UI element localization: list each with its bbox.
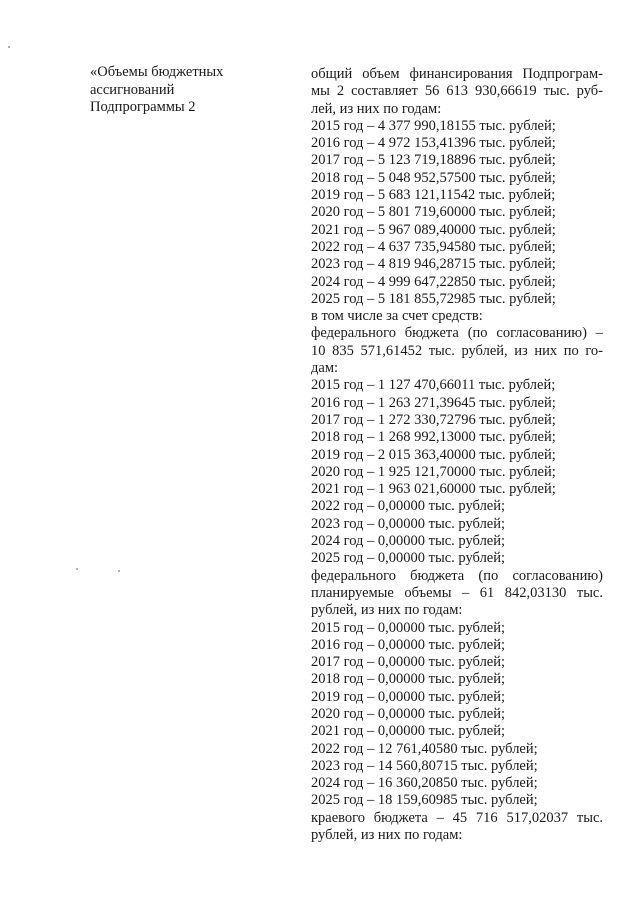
scan-speck (118, 570, 120, 572)
text-line: рублей, из них по годам: (311, 602, 463, 619)
text-line: 2020 год – 1 925 121,70000 тыс. рублей; (311, 463, 556, 480)
text-line: 2016 год – 4 972 153,41396 тыс. рублей; (311, 135, 556, 152)
text-line: краевого бюджета – 45 716 517,02037 тыс. (311, 809, 603, 826)
text-line: рублей, из них по годам: (311, 827, 463, 844)
section-label-line-1: «Объемы бюджетных (90, 64, 224, 80)
text-line: 2016 год – 0,00000 тыс. рублей; (311, 636, 506, 653)
text-line: 2015 год – 0,00000 тыс. рублей; (311, 619, 506, 636)
text-line: 2022 год – 12 761,40580 тыс. рублей; (311, 740, 538, 757)
text-line: 2019 год – 0,00000 тыс. рублей; (311, 688, 506, 705)
text-line: в том числе за счет средств: (311, 308, 483, 325)
section-label (90, 64, 260, 117)
text-line: 2017 год – 0,00000 тыс. рублей; (311, 654, 506, 671)
text-line: 2022 год – 0,00000 тыс. рублей; (311, 498, 506, 515)
text-line: 2024 год – 0,00000 тыс. рублей; (311, 533, 506, 550)
text-line: 2015 год – 4 377 990,18155 тыс. рублей; (311, 117, 556, 134)
text-line: 2023 год – 14 560,80715 тыс. рублей; (311, 757, 538, 774)
text-line: 2020 год – 5 801 719,60000 тыс. рублей; (311, 204, 556, 221)
text-line: 2023 год – 0,00000 тыс. рублей; (311, 515, 506, 532)
scan-speck (8, 46, 10, 48)
text-line: 2019 год – 5 683 121,11542 тыс. рублей; (311, 187, 556, 204)
text-line: 2025 год – 18 159,60985 тыс. рублей; (311, 792, 538, 809)
text-line: 2018 год – 1 268 992,13000 тыс. рублей; (311, 429, 556, 446)
text-line: дам: (311, 360, 339, 377)
text-line: 2018 год – 0,00000 тыс. рублей; (311, 671, 506, 688)
text-line: 2021 год – 1 963 021,60000 тыс. рублей; (311, 481, 556, 498)
text-line: федерального бюджета (по согласованию) – (311, 325, 603, 342)
text-line: 2019 год – 2 015 363,40000 тыс. рублей; (311, 446, 556, 463)
text-line: 2023 год – 4 819 946,28715 тыс. рублей; (311, 256, 556, 273)
scan-speck (76, 568, 78, 570)
text-line: общий объем финансирования Подпрограм- (311, 66, 603, 82)
text-line: 2016 год – 1 263 271,39645 тыс. рублей; (311, 394, 556, 411)
text-line: лей, из них по годам: (311, 100, 442, 117)
text-line: 2020 год – 0,00000 тыс. рублей; (311, 705, 506, 722)
text-line: мы 2 составляет 56 613 930,66619 тыс. руб- (311, 83, 603, 100)
text-line: 2025 год – 0,00000 тыс. рублей; (311, 550, 506, 567)
text-line: 10 835 571,61452 тыс. рублей, из них по го- (311, 342, 603, 359)
text-line: 2015 год – 1 127 470,66011 тыс. рублей; (311, 377, 556, 394)
section-label-line-2: ассигнований (90, 81, 175, 98)
funding-description (311, 66, 603, 844)
text-line: 2018 год – 5 048 952,57500 тыс. рублей; (311, 169, 556, 186)
text-line: 2021 год – 5 967 089,40000 тыс. рублей; (311, 221, 556, 238)
text-line: 2021 год – 0,00000 тыс. рублей; (311, 723, 506, 740)
text-line: федерального бюджета (по согласованию) (311, 567, 603, 584)
text-line: 2022 год – 4 637 735,94580 тыс. рублей; (311, 238, 556, 255)
text-line: 2025 год – 5 181 855,72985 тыс. рублей; (311, 290, 556, 307)
text-line: 2017 год – 5 123 719,18896 тыс. рублей; (311, 152, 556, 169)
text-line: 2024 год – 4 999 647,22850 тыс. рублей; (311, 273, 556, 290)
section-label-line-3: Подпрограммы 2 (90, 99, 196, 115)
text-line: 2017 год – 1 272 330,72796 тыс. рублей; (311, 411, 556, 428)
text-line: 2024 год – 16 360,20850 тыс. рублей; (311, 775, 538, 792)
text-line: планируемые объемы – 61 842,03130 тыс. (311, 584, 603, 601)
